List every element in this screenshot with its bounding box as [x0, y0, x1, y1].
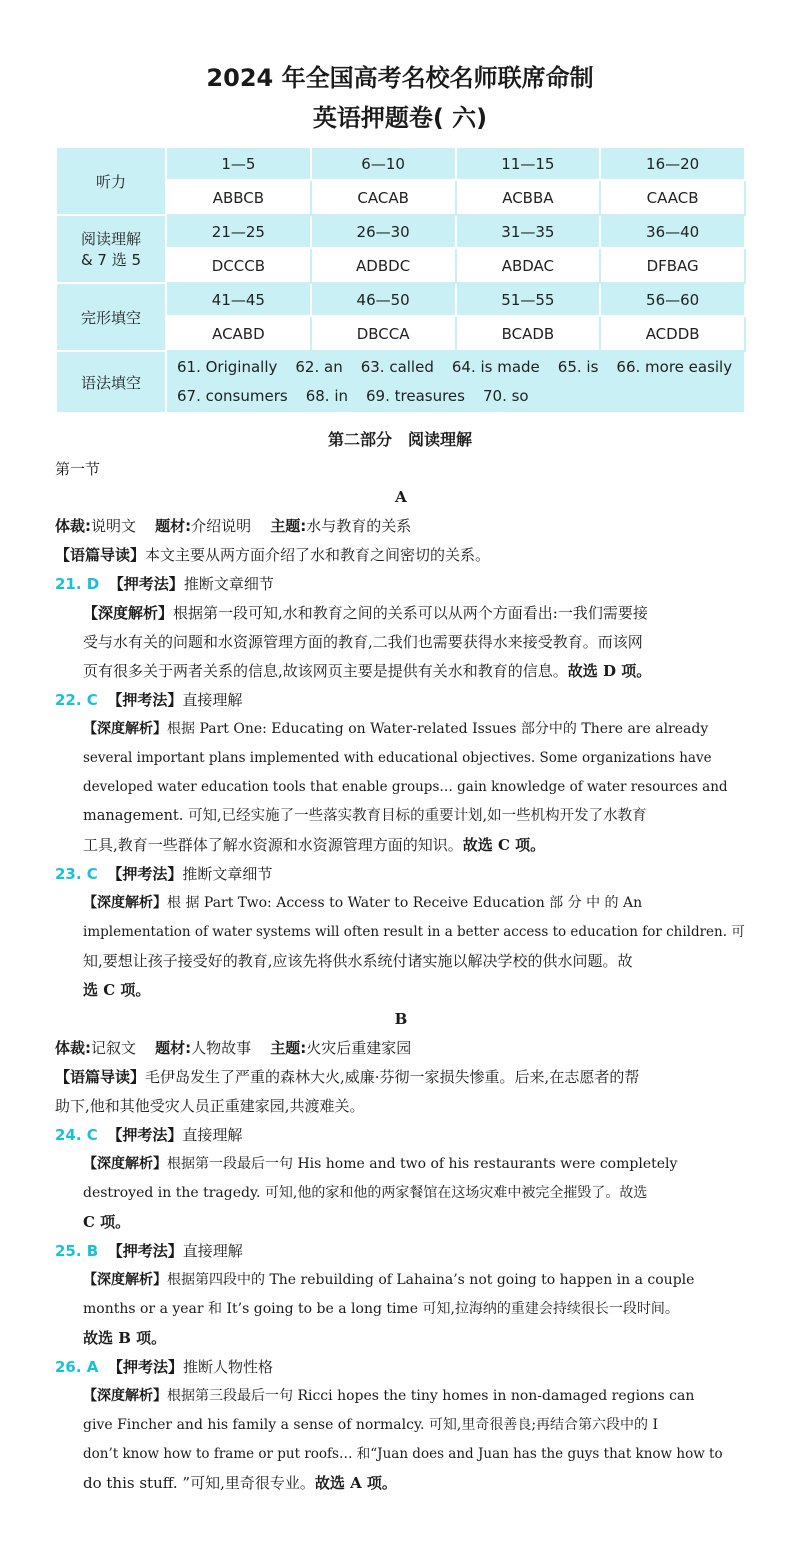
grammar-row-2 — [177, 382, 744, 411]
method-label: 【押考法】 — [107, 865, 183, 883]
analysis-line: destroyed in the tragedy. 可知,他的家和他的两家餐馆在这场灾难中被完全摧毁了。故选 — [83, 1185, 648, 1201]
analysis-line: 工具,教育一些群体了解水资源和水资源管理方面的知识。 — [83, 836, 463, 854]
answer-cell: CACAB — [311, 180, 456, 215]
analysis-line: 页有很多关于两者关系的信息,故该网页主要是提供有关水和教育的信息。 — [83, 662, 568, 680]
analysis-line: give Fincher and his family a sense of normalcy. 可知,里奇很善良;再结合第六段中的 I — [83, 1417, 659, 1433]
grammar-item: 64. is made — [451, 358, 540, 376]
theme: 水与教育的关系 — [306, 517, 412, 535]
method-label: 【押考法】 — [107, 1242, 183, 1260]
question-number: 21. D — [55, 575, 100, 593]
question-number: 25. B — [55, 1242, 99, 1260]
theme-label: 主题: — [270, 1039, 307, 1057]
analysis-line: developed water education tools that enable groups… gain knowledge of water resources and — [83, 779, 728, 795]
method-label: 【押考法】 — [107, 691, 183, 709]
analysis-line: 选 C 项。 — [83, 981, 151, 999]
method-label: 【押考法】 — [107, 1358, 183, 1376]
range-cell: 56—60 — [600, 283, 745, 316]
material: 人物故事 — [191, 1039, 252, 1057]
question-block — [55, 686, 747, 860]
analysis-line: do this stuff. ”可知,里奇很专业。 — [83, 1474, 315, 1492]
passage-guide — [55, 1063, 747, 1092]
grammar-item: 67. consumers — [177, 387, 288, 405]
answer-cell: ADBDC — [311, 248, 456, 283]
analysis-line: several important plans implemented with educational objectives. Some organizations have — [83, 750, 712, 766]
passage-info — [55, 1034, 747, 1063]
grammar-answers — [166, 351, 745, 413]
guide-text-line2: 助下,他和其他受灾人员正重建家园,共渡难关。 — [55, 1097, 365, 1115]
page-title-line2: 英语押题卷( 六) — [312, 104, 488, 132]
analysis-label: 【深度解析】 — [83, 1156, 167, 1172]
analysis-line: 根 据 Part Two: Access to Water to Receive Education 部 分 中 的 An — [167, 895, 643, 911]
category-reading-line2: & 7 选 5 — [80, 251, 142, 269]
analysis-line: 受与水有关的问题和水资源管理方面的教育,二我们也需要获得水来接受教育。而该网 — [83, 633, 643, 651]
passage-letter: A — [395, 488, 407, 506]
range-cell: 11—15 — [456, 147, 601, 180]
range-cell: 31—35 — [456, 215, 601, 248]
grammar-item: 65. is — [557, 358, 599, 376]
guide-label: 【语篇导读】 — [55, 1068, 146, 1086]
method: 直接理解 — [182, 691, 243, 709]
conclusion: 故选 D 项。 — [567, 662, 652, 680]
genre-label: 体裁: — [55, 517, 91, 535]
question-number: 23. C — [55, 865, 98, 883]
category-cloze: 完形填空 — [56, 283, 166, 351]
guide-text: 毛伊岛发生了严重的森林大火,威廉·芬彻一家损失惨重。后来,在志愿者的帮 — [145, 1068, 640, 1086]
analysis-line: don’t know how to frame or put roofs… 和“Juan does and Juan has the guys that know how to — [83, 1446, 723, 1462]
analysis-line: implementation of water systems will often result in a better access to education for children. 可 — [83, 924, 745, 940]
analysis-line: 故选 B 项。 — [83, 1329, 167, 1347]
question-number: 26. A — [55, 1358, 99, 1376]
question-block — [55, 1353, 747, 1498]
analysis-line: 根据第四段中的 The rebuilding of Lahaina’s not going to happen in a couple — [167, 1272, 695, 1288]
grammar-item: 69. treasures — [366, 387, 465, 405]
method-label: 【押考法】 — [108, 575, 184, 593]
category-grammar: 语法填空 — [56, 351, 166, 413]
analysis-label: 【深度解析】 — [83, 1388, 167, 1404]
method: 推断文章细节 — [182, 865, 273, 883]
answer-cell: ACDDB — [600, 316, 745, 351]
answer-cell: BCADB — [456, 316, 601, 351]
category-listening: 听力 — [56, 147, 166, 215]
range-cell: 16—20 — [600, 147, 745, 180]
grammar-item: 70. so — [482, 387, 529, 405]
conclusion: 故选 C 项。 — [462, 836, 546, 854]
material-label: 题材: — [155, 517, 192, 535]
question-block — [55, 860, 747, 1005]
range-cell: 26—30 — [311, 215, 456, 248]
page-title-line1: 2024 年全国高考名校名师联席命制 — [206, 64, 594, 92]
range-cell: 46—50 — [311, 283, 456, 316]
theme-label: 主题: — [270, 517, 307, 535]
genre: 记叙文 — [91, 1039, 137, 1057]
grammar-item: 61. Originally — [177, 358, 278, 376]
passage-a — [55, 483, 747, 1005]
method: 直接理解 — [182, 1242, 243, 1260]
analysis-label: 【深度解析】 — [83, 895, 167, 911]
theme: 火灾后重建家园 — [306, 1039, 412, 1057]
answer-cell: CAACB — [600, 180, 745, 215]
analysis-label: 【深度解析】 — [83, 721, 167, 737]
section-title: 第二部分 阅读理解 — [327, 430, 472, 449]
grammar-item: 66. more easily — [616, 358, 733, 376]
answer-cell: DBCCA — [311, 316, 456, 351]
answer-cell: ABBCB — [166, 180, 311, 215]
analysis-label: 【深度解析】 — [83, 604, 174, 622]
question-block — [55, 1121, 747, 1237]
method: 推断文章细节 — [183, 575, 274, 593]
category-reading-line1: 阅读理解 — [80, 230, 141, 248]
question-number: 24. C — [55, 1126, 98, 1144]
method-label: 【押考法】 — [107, 1126, 183, 1144]
analysis-line: 根据第三段最后一句 Ricci hopes the tiny homes in non-damaged regions can — [167, 1388, 695, 1404]
range-cell: 36—40 — [600, 215, 745, 248]
grammar-item: 62. an — [295, 358, 343, 376]
analysis-line: 知,要想让孩子接受好的教育,应该先将供水系统付诸实施以解决学校的供水问题。故 — [83, 952, 633, 970]
range-cell: 1—5 — [166, 147, 311, 180]
answer-table — [55, 146, 746, 414]
analysis-line: 根据第一段最后一句 His home and two of his restaurants were completely — [167, 1156, 678, 1172]
analysis-line: 根据第一段可知,水和教育之间的关系可以从两个方面看出:一我们需要接 — [173, 604, 648, 622]
passage-b — [55, 1005, 747, 1498]
range-cell: 51—55 — [456, 283, 601, 316]
material-label: 题材: — [155, 1039, 192, 1057]
guide-text: 本文主要从两方面介绍了水和教育之间密切的关系。 — [145, 546, 491, 564]
range-cell: 21—25 — [166, 215, 311, 248]
answer-cell: ACBBA — [456, 180, 601, 215]
answer-cell: ABDAC — [456, 248, 601, 283]
range-cell: 41—45 — [166, 283, 311, 316]
category-reading — [56, 215, 166, 283]
answer-cell: ACABD — [166, 316, 311, 351]
genre-label: 体裁: — [55, 1039, 91, 1057]
analysis-line: C 项。 — [83, 1213, 131, 1231]
method: 直接理解 — [182, 1126, 243, 1144]
analysis-line: months or a year 和 It’s going to be a long time 可知,拉海纳的重建会持续很长一段时间。 — [83, 1301, 679, 1317]
analysis-line: 根据 Part One: Educating on Water-related Issues 部分中的 There are already — [167, 721, 709, 737]
analysis-line: management. 可知,已经实施了一些落实教育目标的重要计划,如一些机构开发了水教育 — [83, 808, 647, 824]
guide-label: 【语篇导读】 — [55, 546, 146, 564]
grammar-row-1 — [177, 353, 744, 382]
passage-letter: B — [394, 1010, 408, 1028]
genre: 说明文 — [91, 517, 137, 535]
question-block — [55, 1237, 747, 1353]
question-block — [55, 570, 747, 686]
answer-cell: DFBAG — [600, 248, 745, 283]
answer-cell: DCCCB — [166, 248, 311, 283]
range-cell: 6—10 — [311, 147, 456, 180]
grammar-item: 63. called — [360, 358, 434, 376]
subsection-title: 第一节 — [55, 460, 101, 478]
conclusion: 故选 A 项。 — [314, 1474, 397, 1492]
analysis-label: 【深度解析】 — [83, 1272, 167, 1288]
method: 推断人物性格 — [182, 1358, 273, 1376]
material: 介绍说明 — [191, 517, 252, 535]
grammar-item: 68. in — [305, 387, 349, 405]
question-number: 22. C — [55, 691, 98, 709]
passage-guide — [55, 541, 747, 570]
passage-info — [55, 512, 747, 541]
